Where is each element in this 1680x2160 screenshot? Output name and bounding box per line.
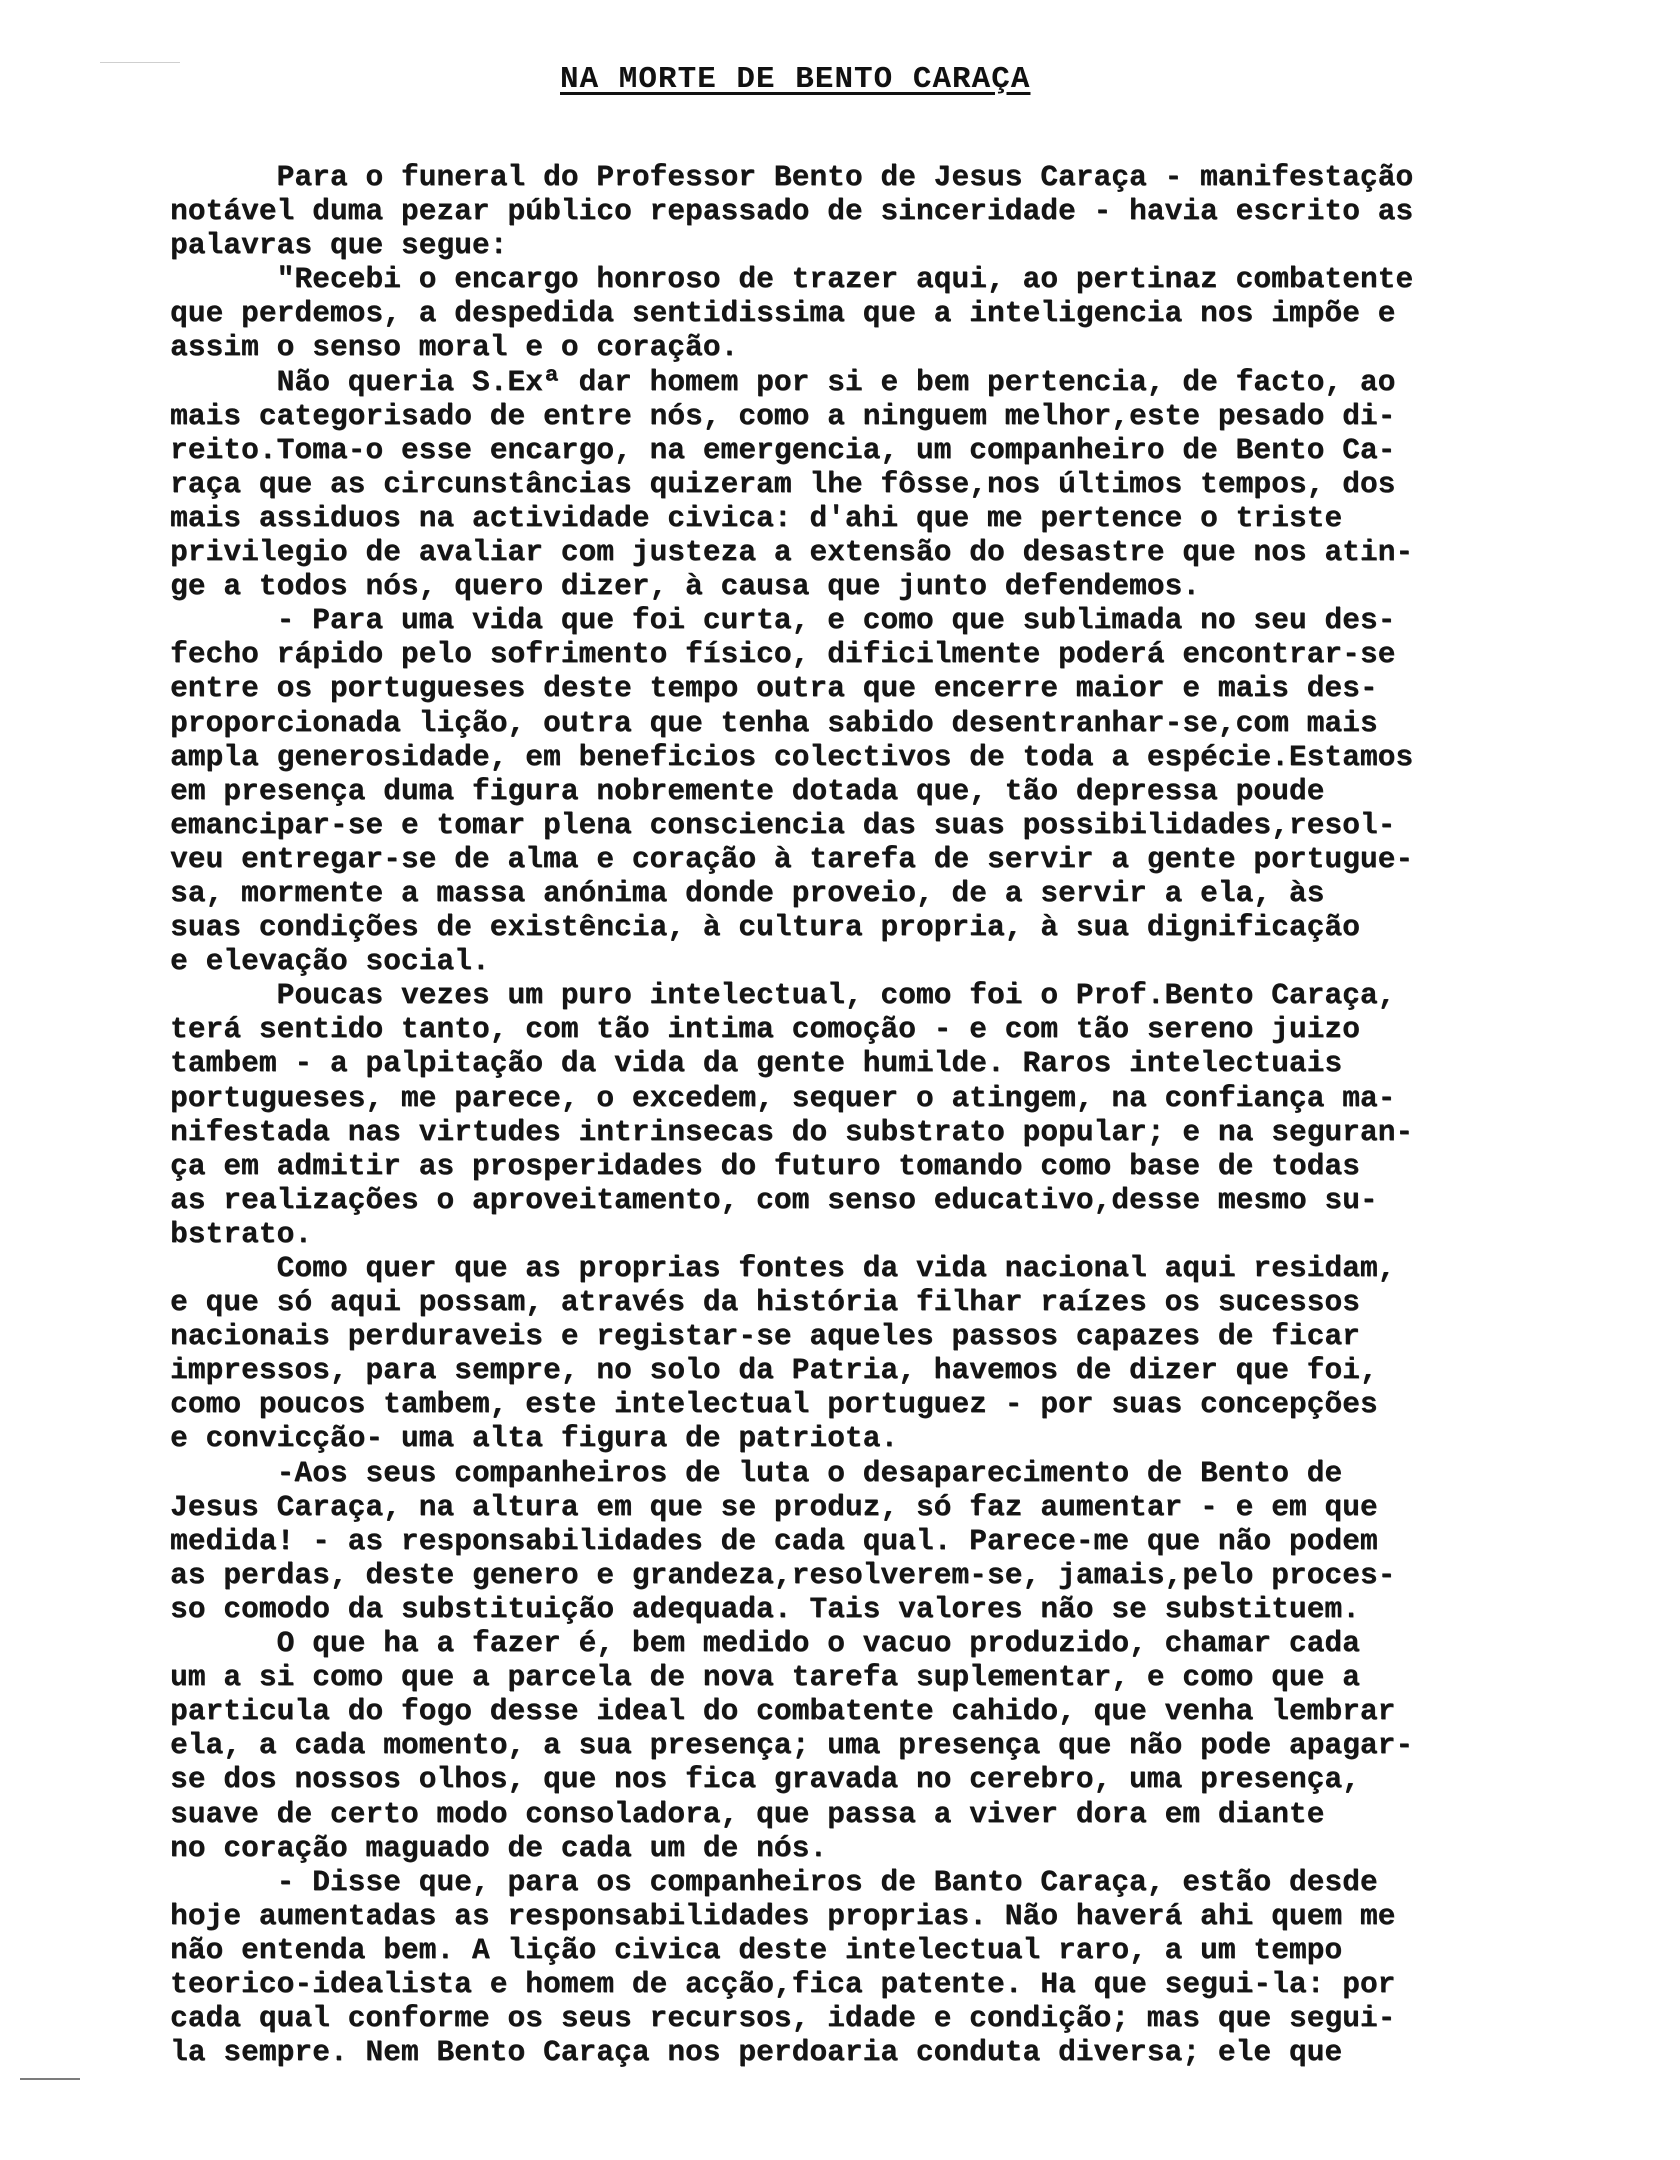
text-line: raça que as circunstâncias quizeram lhe fôsse,nos últimos tempos, dos (170, 466, 1396, 501)
text-line: no coração maguado de cada um de nós. (170, 1830, 828, 1865)
text-line: suas condições de existência, à cultura propria, à sua dignificação (170, 910, 1360, 945)
text-line: terá sentido tanto, com tão intima comoção - e com tão sereno juizo (170, 1012, 1360, 1047)
text-line: ça em admitir as prosperidades do futuro tomando como base de todas (170, 1148, 1360, 1183)
text-line: "Recebi o encargo honroso de trazer aqui, ao pertinaz combatente (170, 262, 1414, 297)
text-line: mais assiduos na actividade civica: d'ahi que me pertence o triste (170, 500, 1343, 535)
text-line: veu entregar-se de alma e coração à tarefa de servir a gente portugue- (170, 841, 1414, 876)
text-line: nifestada nas virtudes intrinsecas do substrato popular; e na seguran- (170, 1114, 1414, 1149)
text-line: em presença duma figura nobremente dotada que, tão depressa poude (170, 773, 1325, 808)
text-line: O que ha a fazer é, bem medido o vacuo produzido, chamar cada (170, 1626, 1360, 1661)
text-line: medida! - as responsabilidades de cada qual. Parece-me que não podem (170, 1523, 1378, 1558)
text-line: não entenda bem. A lição civica deste intelectual raro, a um tempo (170, 1932, 1343, 1967)
text-line: palavras que segue: (170, 228, 508, 263)
text-line: e convicção- uma alta figura de patriota. (170, 1421, 899, 1456)
text-line: ela, a cada momento, a sua presença; uma presença que não pode apagar- (170, 1728, 1414, 1763)
text-line: hoje aumentadas as responsabilidades proprias. Não haverá ahi quem me (170, 1898, 1396, 1933)
text-line: cada qual conforme os seus recursos, idade e condição; mas que segui- (170, 2001, 1396, 2036)
text-line: - Para uma vida que foi curta, e como que sublimada no seu des- (170, 603, 1396, 638)
text-line: Poucas vezes um puro intelectual, como foi o Prof.Bento Caraça, (170, 978, 1396, 1013)
text-line: so comodo da substituição adequada. Tais valores não se substituem. (170, 1591, 1360, 1626)
text-line: particula do fogo desse ideal do combatente cahido, que venha lembrar (170, 1694, 1396, 1729)
text-line: as realizações o aproveitamento, com senso educativo,desse mesmo su- (170, 1182, 1378, 1217)
text-line: proporcionada lição, outra que tenha sabido desentranhar-se,com mais (170, 705, 1378, 740)
text-line: -Aos seus companheiros de luta o desaparecimento de Bento de (170, 1455, 1343, 1490)
text-line: portugueses, me parece, o excedem, sequer o atingem, na confiança ma- (170, 1080, 1396, 1115)
text-line: ge a todos nós, quero dizer, à causa que junto defendemos. (170, 569, 1201, 604)
text-line: e elevação social. (170, 944, 490, 979)
text-line: como poucos tambem, este intelectual portuguez - por suas concepções (170, 1387, 1378, 1422)
text-line: tambem - a palpitação da vida da gente humilde. Raros intelectuais (170, 1046, 1343, 1081)
text-line: reito.Toma-o esse encargo, na emergencia, um companheiro de Bento Ca- (170, 432, 1396, 467)
text-line: la sempre. Nem Bento Caraça nos perdoaria conduta diversa; ele que (170, 2035, 1343, 2070)
text-line: teorico-idealista e homem de acção,fica patente. Ha que segui-la: por (170, 1966, 1396, 2001)
text-line: as perdas, deste genero e grandeza,resolverem-se, jamais,pelo proces- (170, 1557, 1396, 1592)
text-line: impressos, para sempre, no solo da Patria, havemos de dizer que foi, (170, 1353, 1378, 1388)
text-line: Não queria S.Exª dar homem por si e bem pertencia, de facto, ao (170, 364, 1396, 399)
text-line: nacionais perduraveis e registar-se aqueles passos capazes de ficar (170, 1319, 1360, 1354)
text-line: Como quer que as proprias fontes da vida nacional aqui residam, (170, 1251, 1396, 1285)
scan-mark (100, 62, 180, 63)
text-line: que perdemos, a despedida sentidissima que a inteligencia nos impõe e (170, 296, 1396, 331)
scan-mark (20, 2078, 80, 2080)
text-line: um a si como que a parcela de nova tarefa suplementar, e como que a (170, 1660, 1360, 1695)
text-line: emancipar-se e tomar plena consciencia das suas possibilidades,resol- (170, 807, 1396, 842)
document-body (170, 160, 1570, 2069)
text-line: privilegio de avaliar com justeza a extensão do desastre que nos atin- (170, 535, 1414, 570)
text-line: entre os portugueses deste tempo outra que encerre maior e mais des- (170, 671, 1378, 706)
text-line: mais categorisado de entre nós, como a ninguem melhor,este pesado di- (170, 398, 1396, 433)
page-title: NA MORTE DE BENTO CARAÇA (560, 62, 1031, 97)
text-line: sa, mormente a massa anónima donde proveio, de a servir a ela, às (170, 875, 1325, 910)
text-line: assim o senso moral e o coração. (170, 330, 739, 365)
text-line: se dos nossos olhos, que nos fica gravada no cerebro, uma presença, (170, 1762, 1360, 1797)
text-line: bstrato. (170, 1216, 313, 1251)
text-line: e que só aqui possam, através da história filhar raízes os sucessos (170, 1285, 1360, 1320)
text-line: - Disse que, para os companheiros de Banto Caraça, estão desde (170, 1864, 1378, 1899)
text-line: suave de certo modo consoladora, que passa a viver dora em diante (170, 1796, 1325, 1831)
text-line: Jesus Caraça, na altura em que se produz, só faz aumentar - e em que (170, 1489, 1378, 1524)
text-line: ampla generosidade, em beneficios colectivos de toda a espécie.Estamos (170, 739, 1414, 774)
text-line: notável duma pezar público repassado de sinceridade - havia escrito as (170, 194, 1414, 229)
text-line: fecho rápido pelo sofrimento físico, dificilmente poderá encontrar-se (170, 637, 1396, 672)
text-line: Para o funeral do Professor Bento de Jesus Caraça - manifestação (170, 160, 1414, 194)
